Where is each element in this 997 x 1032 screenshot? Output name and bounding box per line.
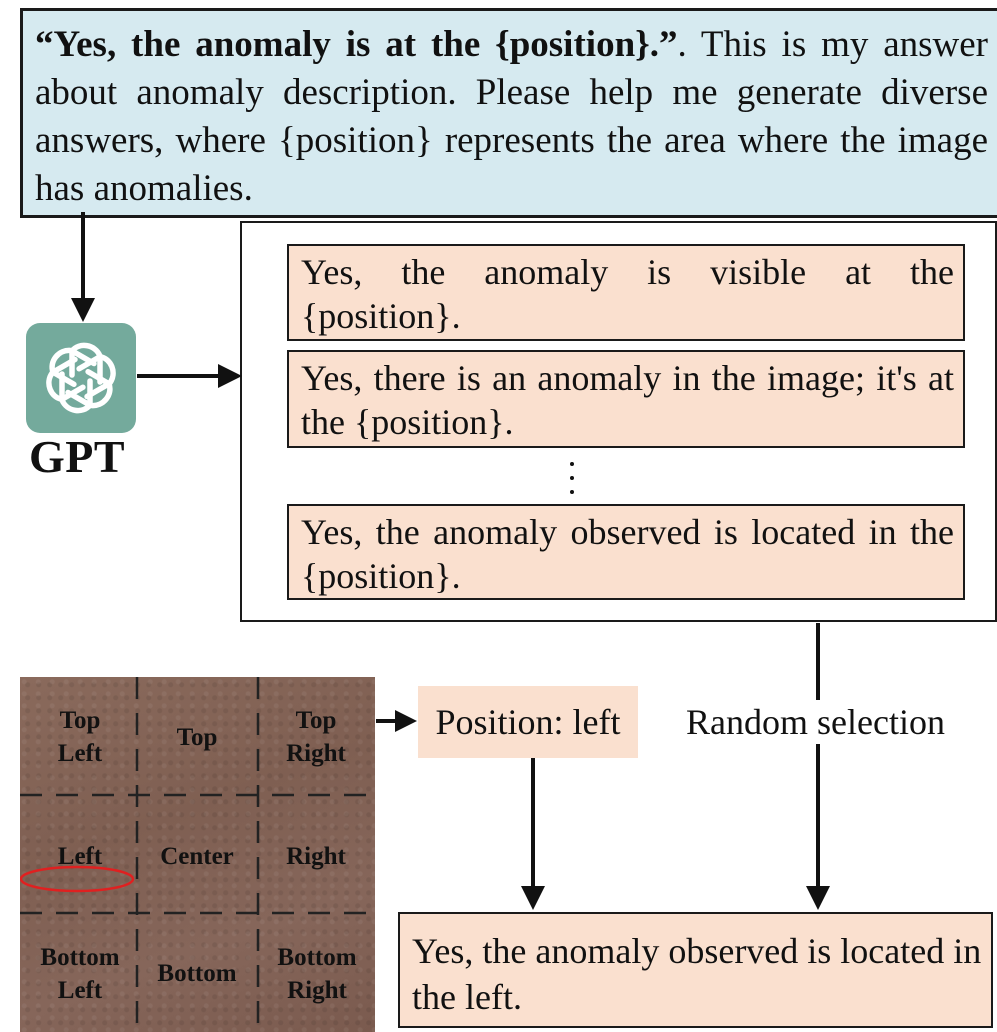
grid-cell-bottom: Bottom — [157, 960, 237, 987]
answer-1-line-1: Yes, the anomaly is visible at the — [301, 252, 954, 292]
answer-1-line-2: {position}. — [301, 296, 461, 336]
grid-bottom-left-line-2: Left — [57, 977, 103, 1004]
grid-cell-right: Right — [286, 843, 346, 870]
position-label-box: Position: left — [418, 686, 638, 758]
gpt-label: GPT — [28, 431, 126, 482]
answer-box-3: Yes, the anomaly observed is located in the {position}. — [287, 504, 965, 600]
grid-cell-top: Top — [176, 724, 218, 751]
prompt-quote: “Yes, the anomaly is at the {position}.” — [35, 24, 678, 65]
grid-bottom-right-line-2: Right — [287, 977, 347, 1004]
prompt-text: . This is my answer about anomaly description. Please help me generate diverse answers, where {position} represents the area where the image has anomalies. — [35, 24, 989, 209]
grid-bottom-right-line-1: Bottom — [277, 944, 357, 971]
random-selection-label: Random selection — [686, 702, 945, 742]
grid-top-left-line-2: Left — [57, 740, 103, 767]
grid-bottom-left-line-1: Bottom — [40, 944, 120, 971]
grid-top-left-line-1: Top — [59, 707, 101, 734]
grid-cell-left: Left — [57, 843, 103, 870]
grid-top-right-line-2: Right — [286, 740, 346, 767]
grid-cell-center: Center — [160, 843, 234, 870]
grid-top-right-line-1: Top — [295, 707, 337, 734]
result-box: Yes, the anomaly observed is located in the left. — [398, 912, 993, 1028]
answer-box-2: Yes, there is an anomaly in the image; it's at the {position}. — [287, 350, 965, 448]
